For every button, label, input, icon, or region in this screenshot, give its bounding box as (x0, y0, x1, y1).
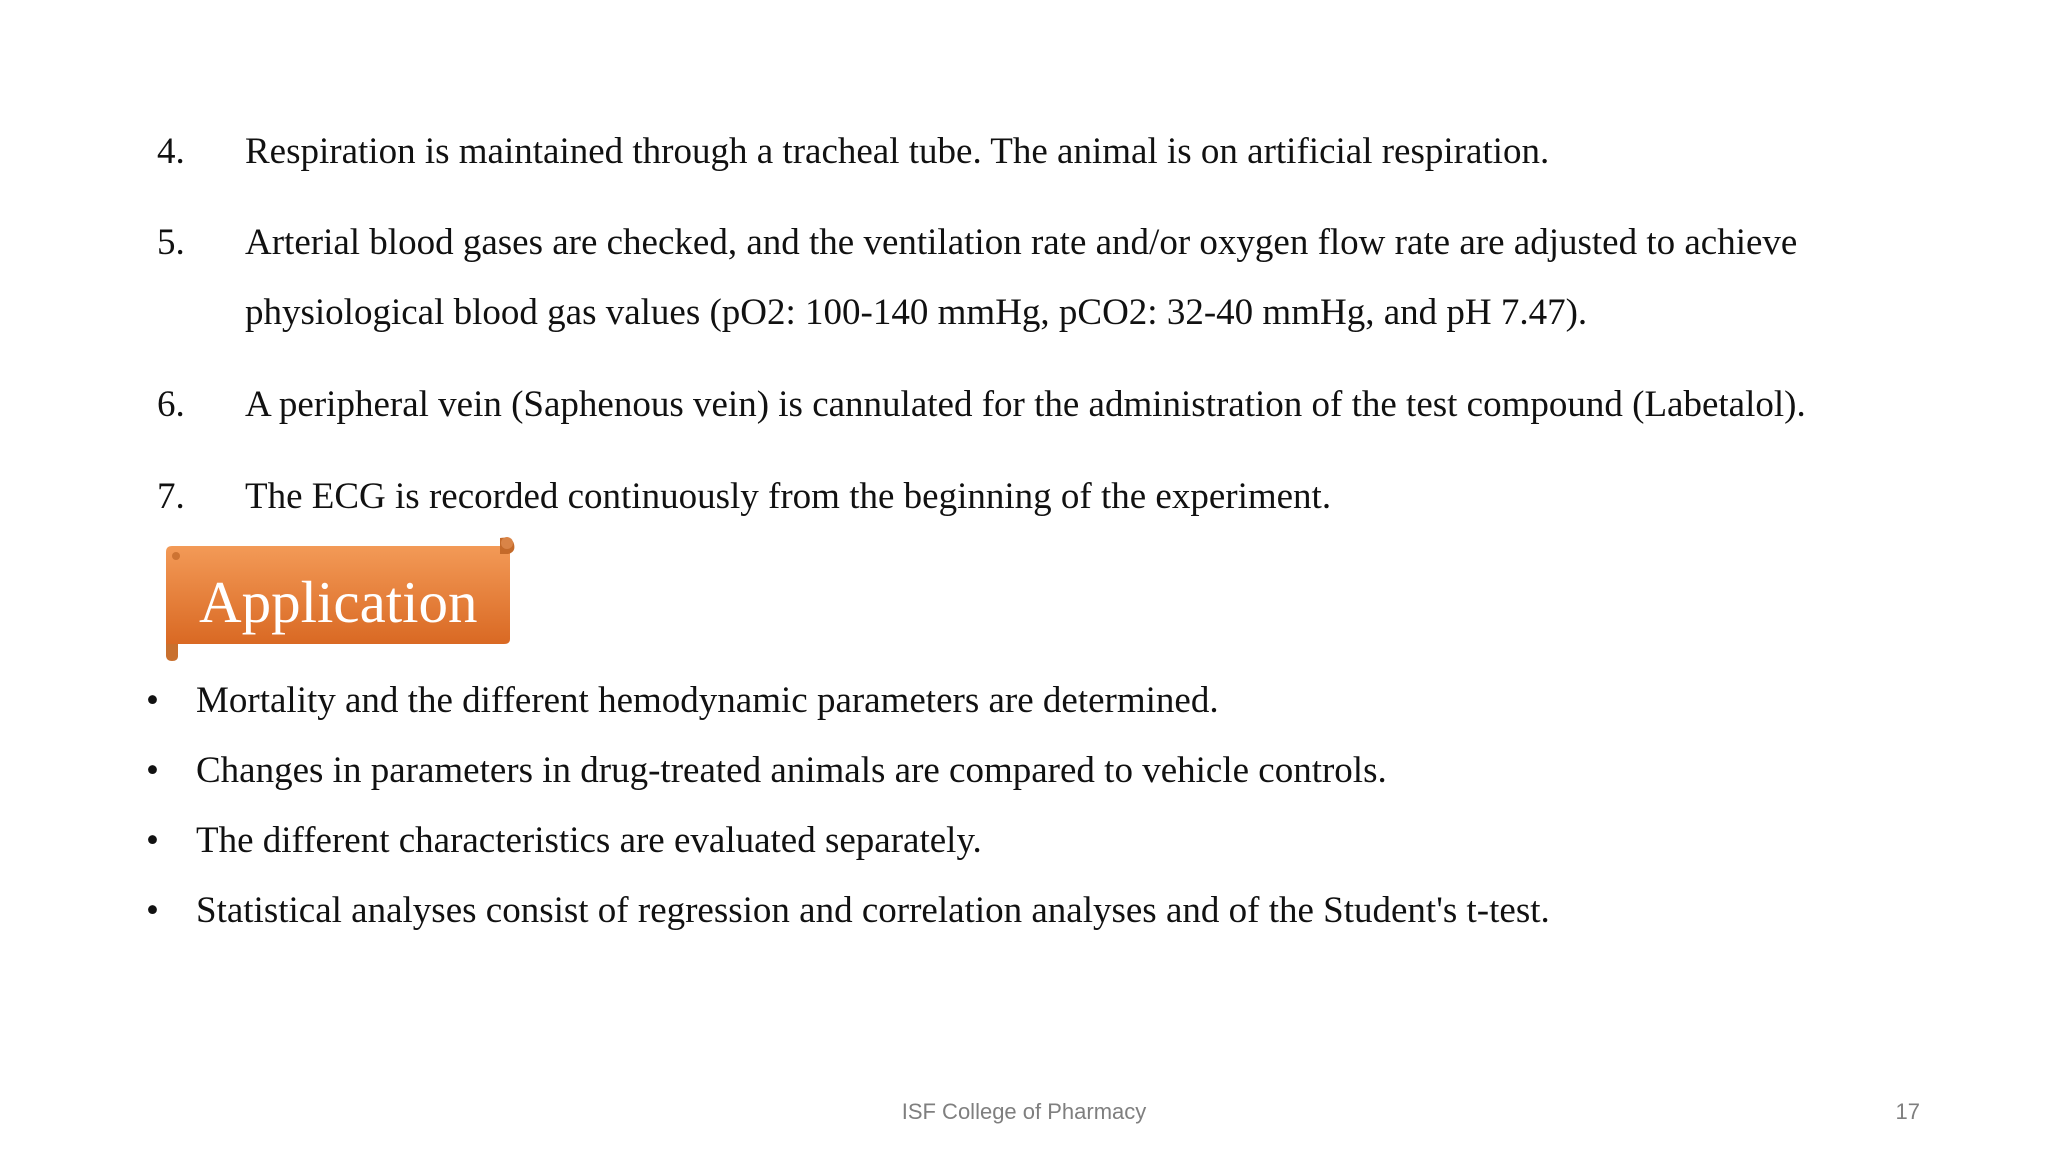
step-number: 6. (157, 384, 185, 425)
bullet-text: The different characteristics are evaluated separately. (196, 820, 982, 861)
step-number: 7. (157, 476, 185, 517)
section-heading: Application (199, 569, 478, 635)
bullet-icon: • (146, 890, 159, 931)
step-text: Respiration is maintained through a tracheal tube. The animal is on artificial respiration. (245, 131, 1550, 172)
step-text: A peripheral vein (Saphenous vein) is cannulated for the administration of the test compound (Labetalol). (245, 384, 1806, 425)
bullet-text: Statistical analyses consist of regression and correlation analyses and of the Student's t-test. (196, 890, 1550, 931)
bullet-icon: • (146, 680, 159, 721)
bullet-text: Changes in parameters in drug-treated animals are compared to vehicle controls. (196, 750, 1387, 791)
application-heading-banner (164, 536, 516, 661)
step-number: 5. (157, 222, 185, 263)
step-text: The ECG is recorded continuously from the beginning of the experiment. (245, 476, 1332, 517)
step-number: 4. (157, 131, 185, 172)
bullet-icon: • (146, 820, 159, 861)
step-text-continued: physiological blood gas values (pO2: 100-140 mmHg, pCO2: 32-40 mmHg, and pH 7.47). (245, 292, 1588, 333)
footer-institution: ISF College of Pharmacy (901, 1099, 1147, 1124)
step-text: Arterial blood gases are checked, and the ventilation rate and/or oxygen flow rate are adjusted to achieve (245, 222, 1798, 263)
bullet-icon: • (146, 750, 159, 791)
bullet-text: Mortality and the different hemodynamic parameters are determined. (196, 680, 1219, 721)
slide-page-number: 17 (1895, 1099, 1920, 1124)
